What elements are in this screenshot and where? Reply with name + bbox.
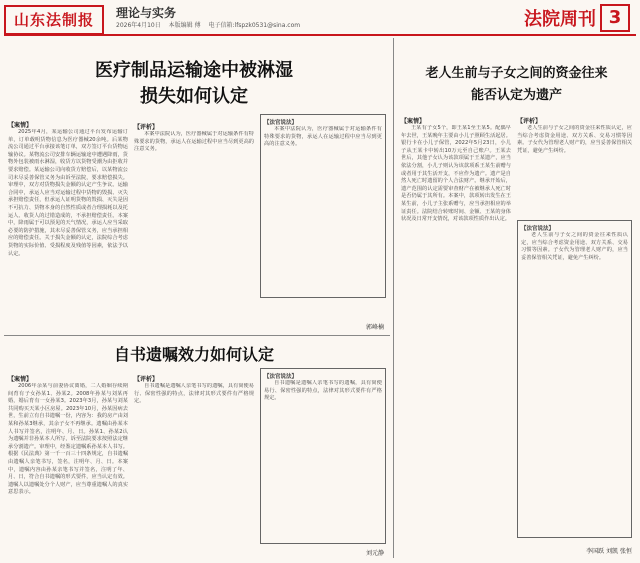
article-3 xyxy=(397,40,636,560)
article-1-analysis-tag: 【评析】 xyxy=(134,124,159,131)
article-1-commentary-text: 本案中法院认为，医疗器械属于对运输条件有特殊要求的货物，承运人在运输过程中应当尽到更高的注意义务。 xyxy=(264,126,382,148)
article-2-body-col1 xyxy=(8,383,128,553)
article-1-case-tag: 【案情】 xyxy=(8,122,33,129)
page-number: 3 xyxy=(600,4,630,32)
header-meta xyxy=(116,20,306,29)
article-1-commentary-box xyxy=(260,114,386,298)
article-1-author: 郭峰楠 xyxy=(365,324,384,331)
article-3-case-tag: 【案情】 xyxy=(401,118,426,125)
article-3-commentary-body xyxy=(521,232,628,532)
article-1-commentary-body xyxy=(264,126,382,291)
article-3-closing-tag: 【法官说法】 xyxy=(521,226,555,232)
article-2-title: 自书遗嘱效力如何认定 xyxy=(113,345,274,364)
article-1-body-col1 xyxy=(8,129,128,319)
article-1-closing-tag: 【法官说法】 xyxy=(264,120,298,126)
article-2-col2 xyxy=(134,374,254,554)
section-title: 理论与实务 xyxy=(116,6,177,20)
article-3-title-line1: 老人生前与子女之间的资金往来 xyxy=(425,66,608,81)
article-2-author: 刘元静 xyxy=(365,550,384,557)
article-2-analysis-text: 自书遗嘱是遗嘱人亲笔书写的遗嘱，具有简便易行、保密性强的特点，法律对其形式要件有严格规定。 xyxy=(134,383,254,405)
newspaper-logo: 山东法制报 xyxy=(4,5,104,35)
article-3-body-col1 xyxy=(401,125,511,550)
article-3-col2 xyxy=(517,116,632,216)
article-2 xyxy=(4,338,390,560)
article-1 xyxy=(4,40,390,332)
article-3-commentary-box xyxy=(517,220,632,538)
section-divider xyxy=(4,335,390,336)
article-3-analysis-tag: 【评析】 xyxy=(517,118,542,125)
article-2-commentary-text: 自书遗嘱是遗嘱人亲笔书写的遗嘱，具有简便易行、保密性强的特点，法律对其形式要件有严格规定。 xyxy=(264,380,382,402)
article-1-analysis-body xyxy=(134,131,254,316)
article-3-author: 李国跃 刘凯 张恒 xyxy=(586,548,632,555)
article-2-analysis-body xyxy=(134,383,254,551)
article-2-body: 2006年余某与前妻协议离婚，二人婚姻存续期间育有子女孙某1、孙某2。2008年孙某与刘某再婚，婚后育有一女孙某3。2023年3月，孙某与刘某共同购买天某小区房屋。2023年10月，孙某因病去世，生前立有自书遗嘱一份，内容为：我的房产由刘某和孙某3继承，其余子女不再继承。遗嘱由孙某本人书写并签名，注明年、月、日。孙某1、孙某2认为遗嘱并非孙某本人所写，诉至法院要求按照法定继承分割遗产。审理中，经鉴定遗嘱系孙某本人书写。根据《民法典》第一千一百三十四条规定，自书遗嘱由遗嘱人亲笔书写，签名，注明年、月、日。本案中，遗嘱内容由孙某亲笔书写并签名，注明了年、月、日，符合自书遗嘱的形式要件，应当认定有效。遗嘱人以遗嘱处分个人财产，应当尊重遗嘱人的真实意思表示。 xyxy=(8,383,128,496)
article-1-body: 2025年4月，某运输公司通过平台发布运输订单，订单载明货物信息为医疗器械20余吨。后某物流公司通过平台承接该笔订单，双方签订平台货物运输协议。某物流公司安排车辆运输途中遭遇降雨，货物外包装被雨水淋湿，收货方以货物受潮为由拒收并要求赔偿。某运输公司向收货方赔偿后，以某物流公司未尽妥善保管义务为由诉至法院，要求赔偿损失。审理中，双方对货物损失金额的认定产生争议。运输合同中，承运人应当对运输过程中货物的毁损、灭失承担赔偿责任，但承运人证明货物的毁损、灭失是因不可抗力、货物本身的自然性质或者合理损耗以及托运人、收货人的过错造成的，不承担赔偿责任。本案中，降雨属于可以预见的天气情况，承运人应当采取必要的防护措施，其未尽妥善保管义务，应当承担相应的赔偿责任。关于损失金额的认定，法院综合考虑货物的实际价值、受损程度及残值等因素，依法予以认定。 xyxy=(8,129,128,257)
header-rule xyxy=(4,34,636,36)
article-1-analysis-text: 本案中法院认为，医疗器械属于对运输条件有特殊要求的货物，承运人在运输过程中应当尽到更高的注意义务。 xyxy=(134,131,254,153)
article-1-title-line1: 医疗制品运输途中被淋湿 xyxy=(95,60,293,81)
article-2-commentary-body xyxy=(264,380,382,538)
article-3-title-line2: 能否认定为遗产 xyxy=(470,88,562,103)
article-3-body: 王某有子女5个，即王某1至王某5。配偶早年去世，王某晚年主要由小儿子照顾生活起居。银行卡在小儿子保管，2022年5月23日，小儿子从王某卡中转出10万元至自己账户。王某去世后，其他子女认为该款项属于王某遗产，应当依法分割，小儿子则认为该款项系王某生前赠与或者用于其生活开支，不应作为遗产。遗产是自然人死亡时遗留的个人合法财产。继承开始后，遗产范围的认定需要审查财产在被继承人死亡时是否仍属于其所有。本案中，款项转出发生在王某生前，小儿子主张系赠与，应当承担相应的举证责任。法院结合转账时间、金额、王某的身体状况及日常开支情况，对该款项性质作出认定。 xyxy=(401,125,511,223)
article-1-col2 xyxy=(134,122,254,322)
article-2-commentary-box xyxy=(260,368,386,544)
article-3-analysis-text: 老人生前与子女之间的资金往来性质认定，应当综合考虑资金用途、双方关系、交易习惯等因素。子女代为管理老人财产的，应当妥善保管相关凭证，避免产生纠纷。 xyxy=(517,125,632,154)
email-line: 电子信箱:lfspzk0531@sina.com xyxy=(208,22,301,29)
issue-date: 2026年4月10日 xyxy=(116,22,161,29)
column-divider xyxy=(393,38,394,558)
editor-line: 本版编辑 傅 xyxy=(168,22,201,29)
article-2-analysis-tag: 【评析】 xyxy=(134,376,159,383)
article-2-case-tag: 【案情】 xyxy=(8,376,33,383)
article-3-analysis-body xyxy=(517,125,632,213)
weekly-title: 法院周刊 xyxy=(524,9,596,30)
article-1-title-line2: 损失如何认定 xyxy=(140,86,248,107)
article-2-closing-tag: 【法官说法】 xyxy=(264,374,298,380)
article-3-commentary-text: 老人生前与子女之间的资金往来性质认定，应当综合考虑资金用途、双方关系、交易习惯等因素。子女代为管理老人财产的，应当妥善保管相关凭证，避免产生纠纷。 xyxy=(521,232,628,261)
